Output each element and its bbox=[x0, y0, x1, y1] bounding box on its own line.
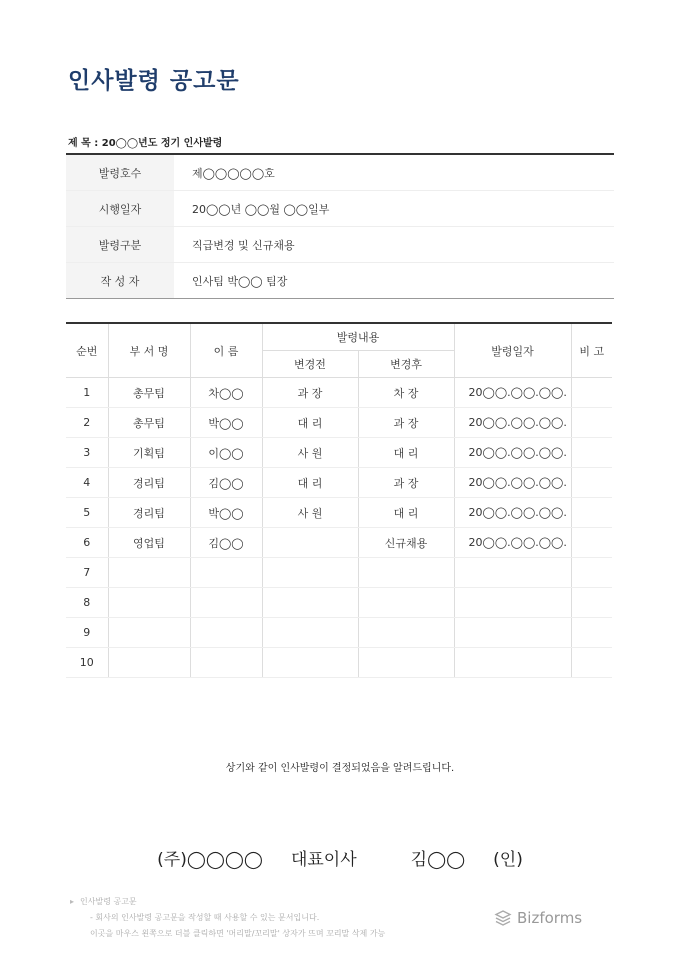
table-row bbox=[66, 558, 612, 588]
table-row bbox=[66, 588, 612, 618]
cell-after bbox=[358, 648, 454, 678]
cell-before: 과 장 bbox=[262, 378, 358, 408]
cell-name bbox=[190, 588, 262, 618]
cell-after: 대 리 bbox=[358, 498, 454, 528]
appointment-table bbox=[66, 322, 612, 678]
cell-note bbox=[571, 408, 612, 438]
signer-name: 김◯◯ bbox=[410, 850, 466, 870]
cell-seq: 9 bbox=[66, 618, 108, 648]
cell-name: 박◯◯ bbox=[190, 408, 262, 438]
header-content: 발령내용 bbox=[262, 323, 454, 351]
cell-seq: 4 bbox=[66, 468, 108, 498]
cell-after: 과 장 bbox=[358, 408, 454, 438]
cell-dept: 기획팀 bbox=[108, 438, 190, 468]
signer-role: 대표이사 bbox=[290, 850, 357, 870]
table-row bbox=[66, 498, 612, 528]
footer-line: - 회사의 인사발령 공고문을 작성할 때 사용할 수 있는 문서입니다. bbox=[90, 913, 320, 922]
cell-note bbox=[571, 588, 612, 618]
cell-note bbox=[571, 648, 612, 678]
document-subject: 제 목 : 20◯◯년도 정기 인사발령 bbox=[68, 138, 223, 149]
cell-dept bbox=[108, 648, 190, 678]
cell-after: 신규채용 bbox=[358, 528, 454, 558]
cell-name bbox=[190, 558, 262, 588]
table-row bbox=[66, 648, 612, 678]
cell-before bbox=[262, 558, 358, 588]
cell-note bbox=[571, 438, 612, 468]
cell-dept: 총무팀 bbox=[108, 378, 190, 408]
cell-before: 대 리 bbox=[262, 468, 358, 498]
cell-dept: 경리팀 bbox=[108, 498, 190, 528]
cell-seq: 7 bbox=[66, 558, 108, 588]
cell-name bbox=[190, 648, 262, 678]
cell-before: 대 리 bbox=[262, 408, 358, 438]
cell-date bbox=[454, 588, 571, 618]
cell-after bbox=[358, 618, 454, 648]
cell-seq: 2 bbox=[66, 408, 108, 438]
cell-before bbox=[262, 528, 358, 558]
cell-before bbox=[262, 618, 358, 648]
cell-dept: 경리팀 bbox=[108, 468, 190, 498]
cell-dept: 영업팀 bbox=[108, 528, 190, 558]
info-value: 인사팀 박◯◯ 팀장 bbox=[192, 274, 288, 288]
company-name: (주)◯◯◯◯ bbox=[157, 850, 263, 870]
footer-line: 이곳을 마우스 왼쪽으로 더블 클릭하면 '머리말/꼬리말' 상자가 뜨며 꼬리말 삭제 가능 bbox=[90, 929, 386, 938]
info-value: 제◯◯◯◯◯호 bbox=[174, 154, 614, 191]
table-row bbox=[66, 528, 612, 558]
info-row bbox=[66, 154, 614, 191]
cell-name: 박◯◯ bbox=[190, 498, 262, 528]
header-note: 비 고 bbox=[571, 323, 612, 378]
header-before: 변경전 bbox=[262, 351, 358, 378]
cell-seq: 10 bbox=[66, 648, 108, 678]
cell-after: 대 리 bbox=[358, 438, 454, 468]
cell-before: 사 원 bbox=[262, 498, 358, 528]
info-value: 20◯◯년 ◯◯월 ◯◯일부 bbox=[174, 191, 614, 227]
table-row bbox=[66, 468, 612, 498]
page-title: 인사발령 공고문 bbox=[68, 68, 240, 94]
cell-before bbox=[262, 648, 358, 678]
cell-note bbox=[571, 378, 612, 408]
cell-date: 20◯◯.◯◯.◯◯. bbox=[454, 468, 571, 498]
cell-date: 20◯◯.◯◯.◯◯. bbox=[454, 378, 571, 408]
header-after: 변경후 bbox=[358, 351, 454, 378]
cell-date: 20◯◯.◯◯.◯◯. bbox=[454, 438, 571, 468]
cell-after bbox=[358, 588, 454, 618]
cell-name bbox=[190, 618, 262, 648]
footer-line: 인사발령 공고문 bbox=[80, 897, 137, 906]
cell-date bbox=[454, 648, 571, 678]
cell-note bbox=[571, 468, 612, 498]
info-table bbox=[66, 153, 614, 299]
cell-name: 이◯◯ bbox=[190, 438, 262, 468]
cell-dept bbox=[108, 618, 190, 648]
cell-seq: 8 bbox=[66, 588, 108, 618]
header-dept: 부 서 명 bbox=[108, 323, 190, 378]
triangle-bullet-icon: ▸ bbox=[70, 897, 75, 906]
bizforms-logo-icon bbox=[494, 909, 512, 927]
info-row bbox=[66, 191, 614, 227]
cell-dept bbox=[108, 588, 190, 618]
table-row bbox=[66, 438, 612, 468]
cell-dept bbox=[108, 558, 190, 588]
footer-notes bbox=[70, 894, 385, 942]
cell-name: 차◯◯ bbox=[190, 378, 262, 408]
info-label: 발령구분 bbox=[66, 227, 174, 263]
cell-note bbox=[571, 528, 612, 558]
signature-line bbox=[0, 845, 680, 870]
cell-date: 20◯◯.◯◯.◯◯. bbox=[454, 408, 571, 438]
cell-date: 20◯◯.◯◯.◯◯. bbox=[454, 528, 571, 558]
cell-date bbox=[454, 618, 571, 648]
cell-after: 차 장 bbox=[358, 378, 454, 408]
header-date: 발령일자 bbox=[454, 323, 571, 378]
cell-seq: 5 bbox=[66, 498, 108, 528]
cell-name: 김◯◯ bbox=[190, 468, 262, 498]
header-name: 이 름 bbox=[190, 323, 262, 378]
info-label: 작 성 자 bbox=[66, 263, 174, 299]
table-row bbox=[66, 618, 612, 648]
cell-before bbox=[262, 588, 358, 618]
info-value: 직급변경 및 신규채용 bbox=[174, 227, 614, 263]
cell-note bbox=[571, 618, 612, 648]
cell-before: 사 원 bbox=[262, 438, 358, 468]
cell-date: 20◯◯.◯◯.◯◯. bbox=[454, 498, 571, 528]
info-row bbox=[66, 227, 614, 263]
table-row bbox=[66, 378, 612, 408]
info-label: 발령호수 bbox=[66, 154, 174, 191]
notice-text: 상기와 같이 인사발령이 결정되었음을 알려드립니다. bbox=[225, 763, 455, 774]
cell-name: 김◯◯ bbox=[190, 528, 262, 558]
cell-dept: 총무팀 bbox=[108, 408, 190, 438]
cell-seq: 1 bbox=[66, 378, 108, 408]
header-seq: 순번 bbox=[66, 323, 108, 378]
cell-note bbox=[571, 558, 612, 588]
table-row bbox=[66, 408, 612, 438]
cell-after: 과 장 bbox=[358, 468, 454, 498]
cell-after bbox=[358, 558, 454, 588]
logo-text: Bizforms bbox=[517, 909, 583, 927]
info-label: 시행일자 bbox=[66, 191, 174, 227]
seal-mark: (인) bbox=[493, 850, 523, 870]
cell-seq: 3 bbox=[66, 438, 108, 468]
info-row bbox=[66, 263, 614, 299]
cell-note bbox=[571, 498, 612, 528]
cell-seq: 6 bbox=[66, 528, 108, 558]
bizforms-logo bbox=[494, 909, 582, 927]
cell-date bbox=[454, 558, 571, 588]
